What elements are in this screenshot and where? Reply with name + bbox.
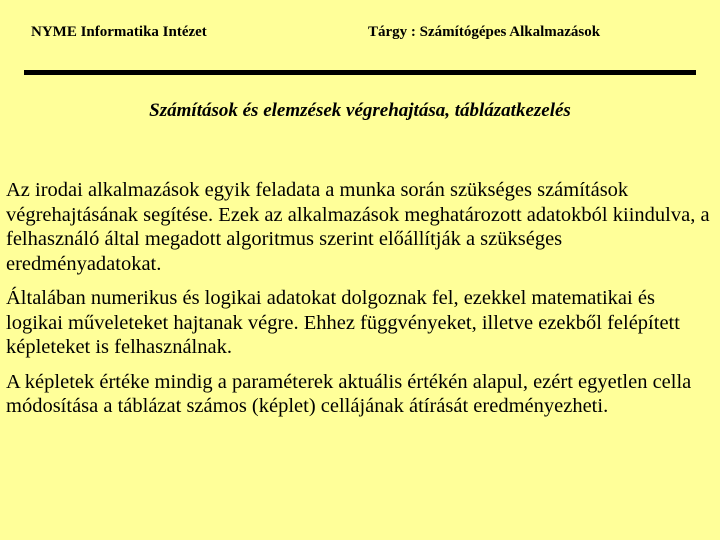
subject-label: Tárgy : Számítógépes Alkalmazások bbox=[368, 24, 601, 40]
slide-body bbox=[6, 178, 716, 429]
institute-name: NYME Informatika Intézet bbox=[31, 24, 207, 40]
paragraph-1: Az irodai alkalmazások egyik feladata a munka során szükséges számítások végrehajtásának segítése. Ezek az alkalmazások meghatározott adatokból kiindulva, a felhasználó által megadott algoritmus szerint előállítják a szükséges eredményadatokat. bbox=[6, 179, 710, 275]
slide-title: Számítások és elemzések végrehajtása, táblázatkezelés bbox=[149, 100, 571, 121]
header-divider bbox=[24, 70, 696, 75]
paragraph-2: Általában numerikus és logikai adatokat dolgoznak fel, ezekkel matematikai és logikai műveleteket hajtanak végre. Ehhez függvényeket, illetve ezekből felépített képleteket is felhasználnak. bbox=[6, 287, 680, 358]
paragraph-3: A képletek értéke mindig a paraméterek aktuális értékén alapul, ezért egyetlen cella módosítása a táblázat számos (képlet) cellájának átírását eredményezheti. bbox=[6, 370, 692, 417]
